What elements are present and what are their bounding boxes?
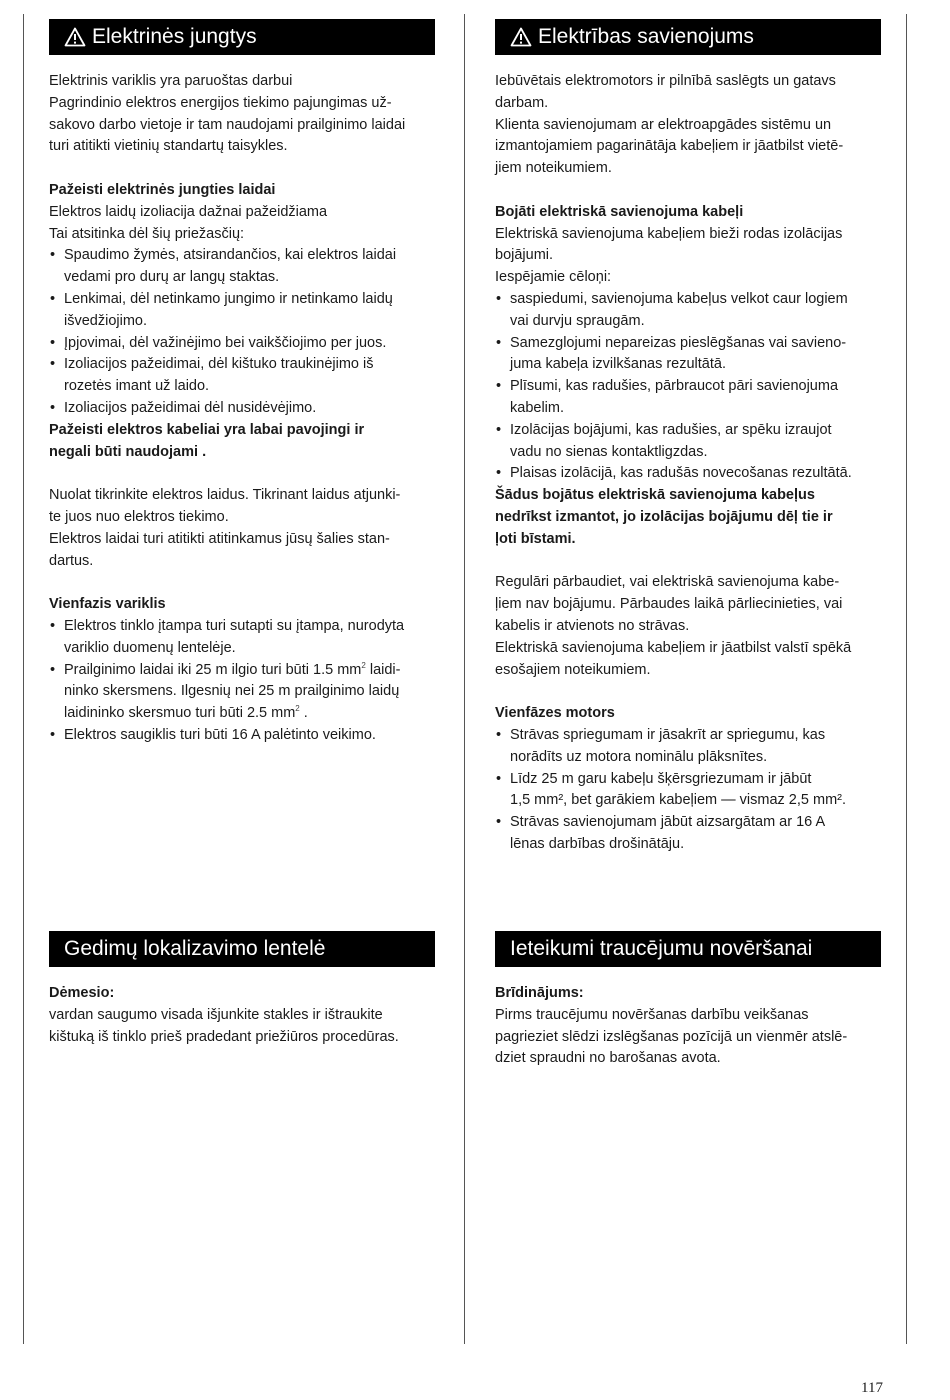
text-line: ļoti bīstami. (495, 530, 576, 547)
list-item-line: vai durvju spraugām. (510, 312, 645, 329)
right-damaged-list (495, 289, 881, 485)
text-run: . (299, 705, 308, 722)
text-line: darbam. (495, 94, 549, 111)
left-section-title: Elektrinės jungtys (92, 25, 257, 49)
list-item-line (64, 703, 435, 725)
center-column-rule (464, 14, 465, 1344)
text-line: Elektriskā savienojuma kabeļiem ir jāatbilst valstī spēkā (495, 639, 852, 656)
page-number: 117 (861, 1380, 883, 1397)
left-troubleshooting-section (49, 931, 435, 1048)
list-item-line: • Įpjovimai, dėl važinėjimo bei vaikščiojimo per juos. (64, 334, 387, 351)
list-item-line (64, 660, 435, 682)
list-item-line: • Spaudimo žymės, atsirandančios, kai elektros laidai (64, 247, 397, 264)
text-line: jiem noteikumiem. (495, 160, 612, 177)
list-item (495, 725, 881, 769)
text-line: Klienta savienojumam ar elektroapgādes sistēmu un (495, 116, 832, 133)
right-section-header (495, 19, 881, 55)
list-item (49, 245, 435, 289)
list-item (495, 376, 881, 420)
left-section-body (49, 71, 435, 747)
list-item-line: • Izoliacijos pažeidimai dėl nusidėvėjimo. (64, 399, 317, 416)
list-item (495, 769, 881, 813)
right-troubleshooting-body (495, 983, 881, 1070)
superscript: 2 (361, 660, 366, 670)
text-line: Elektrinis variklis yra paruoštas darbui (49, 73, 293, 89)
list-item (49, 398, 435, 420)
right-margin-rule (906, 14, 907, 1344)
superscript: 2 (295, 704, 300, 714)
right-electrical-section (495, 19, 881, 856)
text-line: esošajiem noteikumiem. (495, 661, 651, 678)
list-item-line: variklio duomenų lentelėje. (64, 639, 236, 656)
right-motor-heading: Vienfāzes motors (495, 705, 615, 722)
text-line: dziet spraudni no barošanas avota. (495, 1050, 721, 1067)
text-line: turi atitikti vietinių standartų taisykles. (49, 138, 288, 155)
right-troubleshooting-title: Ieteikumi traucējumu novēršanai (510, 937, 813, 961)
text-line: Šādus bojātus elektriskā savienojuma kabeļus (495, 487, 815, 504)
list-item-line: • Plīsumi, kas radušies, pārbraucot pāri savienojuma (510, 378, 839, 395)
text-line: Iespējamie cēloņi: (495, 269, 612, 286)
list-item (49, 660, 435, 725)
right-motor-list (495, 725, 881, 856)
warning-icon (64, 27, 86, 47)
left-margin-rule (23, 14, 24, 1344)
list-item (495, 289, 881, 333)
text-run: Prailginimo laidai iki 25 m ilgio turi būti 1.5 mm (64, 661, 362, 678)
left-motor-list (49, 616, 435, 747)
text-line: vardan saugumo visada išjunkite stakles ir ištraukite (49, 1006, 383, 1023)
left-electrical-section (49, 19, 435, 747)
right-section-title: Elektrības savienojums (538, 25, 754, 49)
left-damaged-heading: Pažeisti elektrinės jungties laidai (49, 181, 276, 198)
text-line: Pagrindinio elektros energijos tiekimo pajungimas už- (49, 94, 392, 111)
list-item-line: • Plaisas izolācijā, kas radušās novecošanas rezultātā. (510, 465, 852, 482)
text-line: izmantojamiem pagarinātāja kabeļiem ir jāatbilst vietē- (495, 138, 844, 155)
left-danger-warning (49, 420, 435, 464)
list-item-line: • Elektros tinklo įtampa turi sutapti su įtampa, nurodyta (64, 617, 405, 634)
list-item (49, 333, 435, 355)
list-item-line: • Samezglojumi nepareizas pieslēgšanas vai savieno- (510, 334, 847, 351)
text-line: kištuką iš tinklo prieš pradedant priežiūros procedūras. (49, 1028, 399, 1045)
text-line: Elektriskā savienojuma kabeļiem bieži rodas izolācijas (495, 225, 843, 242)
list-item-line: • Izolācijas bojājumi, kas radušies, ar spēku izraujot (510, 421, 832, 438)
right-section-body (495, 71, 881, 856)
left-troubleshooting-body (49, 983, 435, 1048)
list-item (49, 616, 435, 660)
text-line: sakovo darbo vietoje ir tam naudojami prailginimo laidai (49, 116, 406, 133)
text-line: Regulāri pārbaudiet, vai elektriskā savienojuma kabe- (495, 574, 840, 591)
list-item-line: vadu no sienas kontaktligzdas. (510, 443, 708, 460)
list-item-line: • Izoliacijos pažeidimai, dėl kištuko traukinėjimo iš (64, 356, 374, 373)
list-item-line: 1,5 mm², bet garākiem kabeļiem — vismaz 2,5 mm². (510, 792, 847, 809)
list-item-line: juma kabeļa izvilkšanas rezultātā. (510, 356, 726, 373)
right-intro-paragraph (495, 71, 881, 180)
text-line: pagrieziet slēdzi izslēgšanas pozīcijā un vienmēr atslē- (495, 1028, 848, 1045)
list-item-line: ninko skersmens. Ilgesnių nei 25 m prailginimo laidų (64, 683, 400, 700)
list-item-line: išvedžiojimo. (64, 312, 147, 329)
list-item (49, 725, 435, 747)
list-item-line: rozetės imant už laido. (64, 378, 210, 395)
text-line: Pirms traucējumu novēršanas darbību veikšanas (495, 1006, 809, 1023)
right-check-paragraph (495, 572, 881, 681)
text-line: kabelis ir atvienots no strāvas. (495, 617, 690, 634)
list-item (495, 463, 881, 485)
text-line: Nuolat tikrinkite elektros laidus. Tikrinant laidus atjunki- (49, 487, 401, 504)
list-item (49, 289, 435, 333)
left-troubleshooting-header (49, 931, 435, 967)
list-item-line: • Elektros saugiklis turi būti 16 A palėtinto veikimo. (64, 726, 376, 743)
right-danger-warning (495, 485, 881, 550)
text-line: ļiem nav bojājumu. Pārbaudes laikā pārliecinieties, vai (495, 596, 843, 613)
warning-icon (510, 27, 532, 47)
list-item (495, 812, 881, 856)
list-item-line: norādīts uz motora nominālu plāksnītes. (510, 748, 768, 765)
list-item-line: • Strāvas spriegumam ir jāsakrīt ar spriegumu, kas (510, 726, 826, 743)
left-section-header (49, 19, 435, 55)
list-item-line: • Līdz 25 m garu kabeļu šķērsgriezumam ir jābūt (510, 770, 812, 787)
left-check-paragraph (49, 485, 435, 572)
list-item-line: vedami pro durų ar langų staktas. (64, 269, 280, 286)
list-item (495, 420, 881, 464)
left-damaged-list (49, 245, 435, 419)
text-line: nedrīkst izmantot, jo izolācijas bojājumu dēļ tie ir (495, 508, 833, 525)
right-damaged-heading: Bojāti elektriskā savienojuma kabeļi (495, 203, 744, 220)
right-troubleshooting-section (495, 931, 881, 1070)
text-line: Tai atsitinka dėl šių priežasčių: (49, 225, 245, 242)
list-item-line: • saspiedumi, savienojuma kabeļus velkot caur logiem (510, 290, 848, 307)
list-item (49, 354, 435, 398)
right-attention-label: Brīdinājums: (495, 985, 584, 1001)
list-item-line: • Strāvas savienojumam jābūt aizsargātam ar 16 A (510, 814, 826, 831)
text-run: laidininko skersmuo turi būti 2.5 mm (64, 705, 296, 722)
right-troubleshooting-header (495, 931, 881, 967)
left-motor-heading: Vienfazis variklis (49, 596, 166, 613)
text-line: te juos nuo elektros tiekimo. (49, 508, 229, 525)
list-item-line: lēnas darbības drošinātāju. (510, 835, 685, 852)
text-line: negali būti naudojami . (49, 443, 207, 460)
list-item-line: • Lenkimai, dėl netinkamo jungimo ir netinkamo laidų (64, 290, 393, 307)
list-item (495, 333, 881, 377)
text-line: Elektros laidų izoliacija dažnai pažeidžiama (49, 203, 328, 220)
text-line: Elektros laidai turi atitikti atitinkamus jūsų šalies stan- (49, 530, 390, 547)
text-line: dartus. (49, 552, 94, 569)
text-line: bojājumi. (495, 247, 554, 264)
left-intro-paragraph (49, 71, 435, 158)
text-line: Iebūvētais elektromotors ir pilnībā saslēgts un gatavs (495, 73, 836, 89)
text-line: Pažeisti elektros kabeliai yra labai pavojingi ir (49, 421, 365, 438)
left-attention-label: Dėmesio: (49, 985, 115, 1001)
text-run: laidi- (365, 661, 401, 678)
list-item-line: kabelim. (510, 399, 564, 416)
left-troubleshooting-title: Gedimų lokalizavimo lentelė (64, 937, 326, 961)
